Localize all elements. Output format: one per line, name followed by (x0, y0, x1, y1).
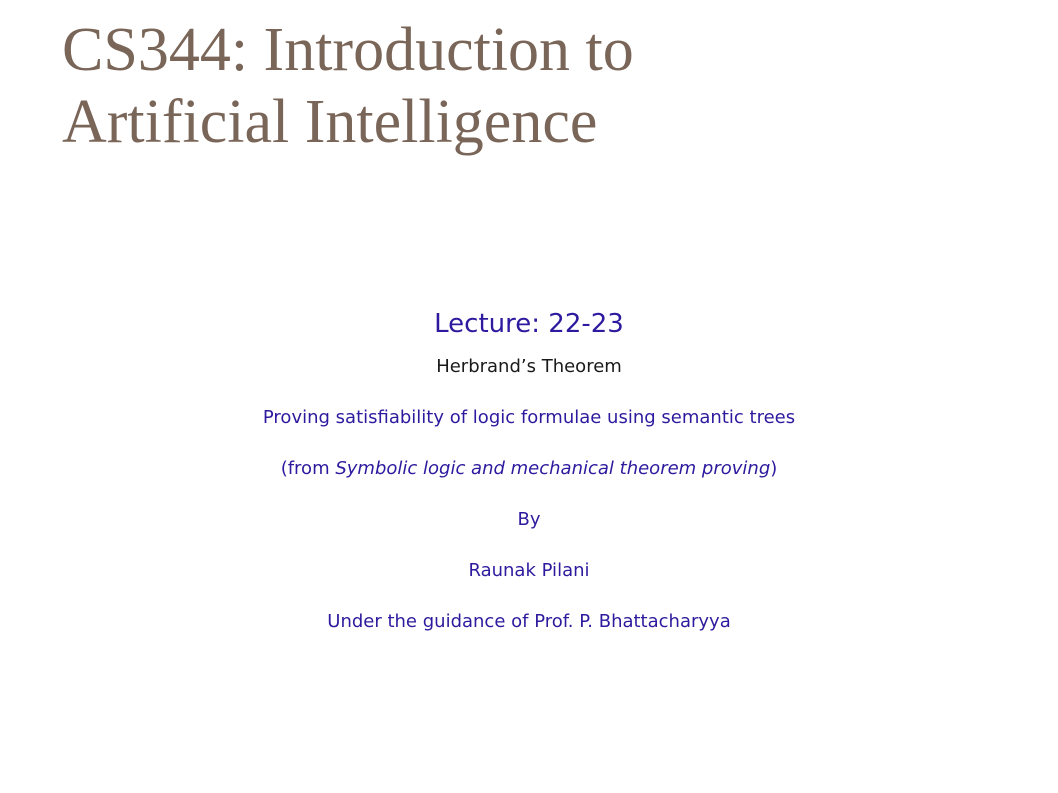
author-name: Raunak Pilani (468, 560, 590, 581)
theorem-name: Herbrand’s Theorem (436, 356, 622, 377)
source-suffix: ) (770, 458, 778, 479)
slide-title (62, 14, 1022, 158)
lecture-number: Lecture: 22-23 (434, 309, 624, 339)
title-line-1: CS344: Introduction to (62, 16, 634, 84)
source-book-title: Symbolic logic and mechanical theorem proving (335, 458, 771, 479)
slide-body (0, 300, 1058, 660)
by-label: By (517, 509, 541, 530)
title-line-2: Artificial Intelligence (62, 88, 598, 156)
source-prefix: (from (280, 458, 336, 479)
guidance-line: Under the guidance of Prof. P. Bhattacharyya (327, 611, 731, 632)
lecture-subtitle: Proving satisfiability of logic formulae using semantic trees (262, 407, 796, 428)
source-reference (0, 456, 1058, 482)
